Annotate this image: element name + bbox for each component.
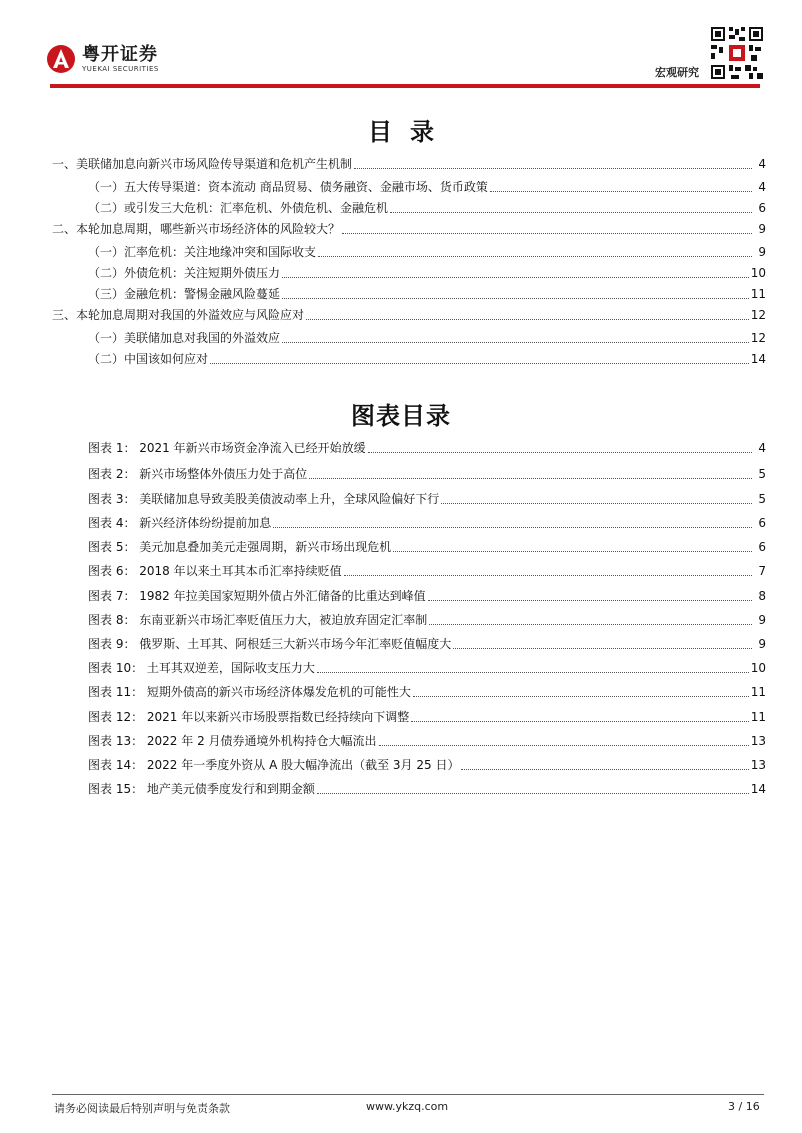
- figure-entry-label: 图表 6： 2018 年以来土耳其本币汇率持续贬值: [88, 564, 342, 578]
- toc-entry-label: （三）金融危机：警惕金融风险蔓延: [88, 287, 281, 301]
- toc-entry-page-number: 9: [758, 245, 766, 259]
- dot-leader: [453, 648, 752, 649]
- figure-entry-label: 图表 2： 新兴市场整体外债压力处于高位: [88, 467, 308, 481]
- footer-website: www.ykzq.com: [366, 1100, 449, 1113]
- toc-entry-label: 一、美联储加息向新兴市场风险传导渠道和危机产生机制: [52, 157, 353, 171]
- figure-entry-label: 图表 1： 2021 年新兴市场资金净流入已经开始放缓: [88, 441, 366, 455]
- figure-entry-label: 图表 11： 短期外债高的新兴市场经济体爆发危机的可能性大: [88, 685, 411, 699]
- footer-disclaimer: 请务必阅读最后特别声明与免责条款: [54, 1102, 230, 1115]
- dot-leader: [309, 478, 752, 479]
- figure-entry-page-number: 7: [758, 564, 766, 578]
- toc-entry[interactable]: [88, 178, 766, 196]
- dot-leader: [390, 212, 752, 213]
- figure-entry[interactable]: [88, 490, 766, 508]
- dot-leader: [461, 769, 748, 770]
- figure-entry[interactable]: [88, 538, 766, 556]
- figure-entry-page-number: 6: [758, 540, 766, 554]
- toc-entry-label: （一）五大传导渠道：资本流动 商品贸易、债务融资、金融市场、货币政策: [88, 180, 488, 194]
- figure-entry[interactable]: [88, 611, 766, 629]
- figure-entry-label: 图表 15： 地产美元债季度发行和到期金额: [88, 782, 315, 796]
- dot-leader: [344, 575, 752, 576]
- toc-entry[interactable]: [52, 155, 766, 173]
- toc-entry-page-number: 12: [750, 331, 766, 345]
- toc-entry[interactable]: [88, 329, 766, 347]
- toc-entry-page-number: 10: [750, 266, 766, 280]
- figure-entry-page-number: 11: [750, 710, 766, 724]
- figure-entry-label: 图表 5： 美元加息叠加美元走强周期，新兴市场出现危机: [88, 540, 392, 554]
- toc-entry-page-number: 6: [758, 201, 766, 215]
- dot-leader: [413, 696, 749, 697]
- report-type-label: 宏观研究: [655, 66, 699, 79]
- logo-chinese-name: 粤开证券: [82, 43, 158, 65]
- toc-entry[interactable]: [88, 350, 766, 368]
- logo-english-name: YUEKAI SECURITIES: [82, 64, 159, 73]
- footer-page-number: 3 / 16: [728, 1100, 760, 1113]
- toc-entry-page-number: 4: [758, 180, 766, 194]
- figure-entry[interactable]: [88, 439, 766, 457]
- figure-entry-label: 图表 3： 美联储加息导致美股美债波动率上升，全球风险偏好下行: [88, 492, 440, 506]
- figure-entry-page-number: 5: [758, 492, 766, 506]
- dot-leader: [393, 551, 752, 552]
- dot-leader: [428, 600, 752, 601]
- dot-leader: [282, 298, 749, 299]
- figure-entry[interactable]: [88, 635, 766, 653]
- figure-entry-page-number: 9: [758, 637, 766, 651]
- figure-entry-page-number: 13: [750, 758, 766, 772]
- dot-leader: [490, 191, 752, 192]
- dot-leader: [368, 452, 752, 453]
- header-divider: [50, 84, 760, 88]
- toc-entry[interactable]: [88, 264, 766, 282]
- dot-leader: [379, 745, 749, 746]
- figure-entry-page-number: 5: [758, 467, 766, 481]
- toc-entry-page-number: 4: [758, 157, 766, 171]
- dot-leader: [210, 363, 749, 364]
- figure-entry-page-number: 11: [750, 685, 766, 699]
- toc-entry[interactable]: [52, 306, 766, 324]
- dot-leader: [282, 342, 749, 343]
- figure-entry-page-number: 13: [750, 734, 766, 748]
- toc-entry[interactable]: [88, 285, 766, 303]
- company-logo: [46, 44, 159, 74]
- dot-leader: [282, 277, 749, 278]
- footer-divider: [52, 1094, 764, 1095]
- figure-entry[interactable]: [88, 732, 766, 750]
- toc-entry-label: （二）中国该如何应对: [88, 352, 209, 366]
- dot-leader: [411, 721, 748, 722]
- figure-entry[interactable]: [88, 683, 766, 701]
- figure-entry-page-number: 8: [758, 589, 766, 603]
- toc-entry-label: （二）外债危机：关注短期外债压力: [88, 266, 281, 280]
- figure-entry-label: 图表 10： 土耳其双逆差，国际收支压力大: [88, 661, 315, 675]
- figure-entry-label: 图表 4： 新兴经济体纷纷提前加息: [88, 516, 272, 530]
- figure-entry[interactable]: [88, 756, 766, 774]
- figure-entry[interactable]: [88, 659, 766, 677]
- figure-entry-page-number: 9: [758, 613, 766, 627]
- dot-leader: [273, 527, 752, 528]
- toc-entry-page-number: 9: [758, 222, 766, 236]
- dot-leader: [342, 233, 752, 234]
- toc-entry-label: （一）美联储加息对我国的外溢效应: [88, 331, 281, 345]
- figure-entry[interactable]: [88, 587, 766, 605]
- toc-entry[interactable]: [88, 199, 766, 217]
- figure-entry-page-number: 10: [750, 661, 766, 675]
- figure-entry-label: 图表 14： 2022 年一季度外资从 A 股大幅净流出（截至 3月 25 日）: [88, 758, 460, 772]
- figure-entry-label: 图表 7： 1982 年拉美国家短期外债占外汇储备的比重达到峰值: [88, 589, 426, 603]
- figure-entry[interactable]: [88, 780, 766, 798]
- toc-entry-page-number: 12: [750, 308, 766, 322]
- figure-entry-page-number: 6: [758, 516, 766, 530]
- figure-entry-label: 图表 13： 2022 年 2 月债券通境外机构持仓大幅流出: [88, 734, 377, 748]
- figure-entry[interactable]: [88, 514, 766, 532]
- page-header: [0, 0, 802, 95]
- toc-entry[interactable]: [88, 243, 766, 261]
- toc-entry-label: （一）汇率危机：关注地缘冲突和国际收支: [88, 245, 317, 259]
- dot-leader: [441, 503, 752, 504]
- figure-entry-page-number: 4: [758, 441, 766, 455]
- figure-entry-label: 图表 8： 东南亚新兴市场汇率贬值压力大，被迫放弃固定汇率制: [88, 613, 428, 627]
- figure-entry-label: 图表 9： 俄罗斯、土耳其、阿根廷三大新兴市场今年汇率贬值幅度大: [88, 637, 452, 651]
- figure-entry[interactable]: [88, 465, 766, 483]
- toc-entry-page-number: 14: [750, 352, 766, 366]
- figure-list-title: 图表目录: [351, 402, 451, 430]
- qr-code-icon: [709, 25, 765, 81]
- dot-leader: [354, 168, 752, 169]
- figure-entry[interactable]: [88, 708, 766, 726]
- figure-entry-label: 图表 12： 2021 年以来新兴市场股票指数已经持续向下调整: [88, 710, 410, 724]
- dot-leader: [318, 256, 752, 257]
- toc-title: 目录: [368, 118, 452, 146]
- dot-leader: [429, 624, 752, 625]
- figure-entry[interactable]: [88, 562, 766, 580]
- toc-entry[interactable]: [52, 220, 766, 238]
- dot-leader: [317, 793, 749, 794]
- toc-entry-label: （二）或引发三大危机：汇率危机、外债危机、金融危机: [88, 201, 389, 215]
- toc-entry-page-number: 11: [750, 287, 766, 301]
- toc-entry-label: 三、本轮加息周期对我国的外溢效应与风险应对: [52, 308, 305, 322]
- yuekai-logo-icon: [46, 44, 76, 74]
- dot-leader: [317, 672, 749, 673]
- toc-entry-label: 二、本轮加息周期，哪些新兴市场经济体的风险较大？: [52, 222, 341, 236]
- figure-entry-page-number: 14: [750, 782, 766, 796]
- dot-leader: [306, 319, 749, 320]
